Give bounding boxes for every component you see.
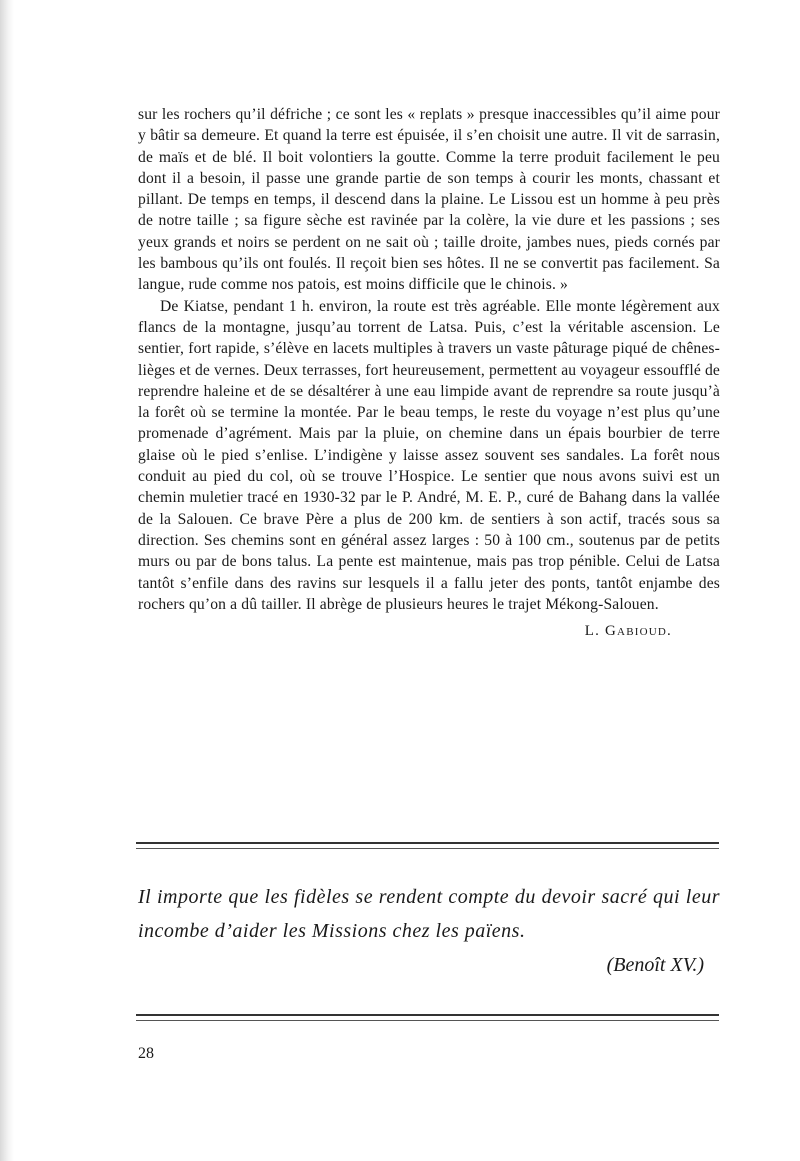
quote-text: Il importe que les fidèles se rendent compte du devoir sacré qui leur incombe d’aider les Missions chez les païens. bbox=[138, 886, 720, 942]
quote-attribution: (Benoît XV.) bbox=[606, 954, 704, 976]
article-body bbox=[138, 104, 720, 640]
divider-bottom bbox=[136, 1014, 719, 1021]
scan-edge-shadow bbox=[0, 0, 14, 1161]
article-paragraph-1: sur les rochers qu’il défriche ; ce sont les « replats » presque inaccessibles qu’il aime pour y bâtir sa demeure. Et quand la terre est épuisée, il s’en choisit une autre. Il vit de sarrasin, de maïs et de blé. Il boit volontiers la goutte. Comme la terre produit facilement le peu dont il a besoin, il passe une grande partie de son temps à courir les monts, chassant et pillant. De temps en temps, il descend dans la plaine. Le Lissou est un homme à peu près de notre taille ; sa figure sèche est ravinée par la colère, la vie dure et les passions ; ses yeux grands et noirs se perdent on ne sait où ; taille droite, jambes nues, pieds cornés par les bambous qu’ils ont foulés. Il reçoit bien ses hôtes. Il ne se convertit pas facilement. Sa langue, rude comme nos patois, est moins difficile que le chinois. » bbox=[138, 106, 720, 294]
article-paragraph-2: De Kiatse, pendant 1 h. environ, la route est très agréable. Elle monte légèrement aux flancs de la montagne, jusqu’au torrent de Latsa. Puis, c’est la véritable ascension. Le sentier, fort rapide, s’élève en lacets multiples à travers un vaste pâturage piqué de chênes-lièges et de vernes. Deux terrasses, fort heureusement, permettent au voyageur essoufflé de reprendre haleine et de se désaltérer à une eau limpide avant de reprendre sa route jusqu’à la forêt où se termine la montée. Par le beau temps, le reste du voyage n’est plus qu’une promenade d’agrément. Mais par la pluie, on chemine dans un épais bourbier de terre glaise où le pied s’enlise. L’indigène y laisse assez souvent ses sandales. La forêt nous conduit au pied du col, où se trouve l’Hospice. Le sentier que nous avons suivi est un chemin muletier tracé en 1930-32 par le P. André, M. E. P., curé de Bahang dans la vallée de la Salouen. Ce brave Père a plus de 200 km. de sentiers à son actif, tracés sous sa direction. Ses chemins sont en général assez larges : 50 à 100 cm., soutenus par de petits murs ou par de bons talus. La pente est maintenue, mais pas trop pénible. Celui de Latsa tantôt s’enfile dans des ravins sur lesquels il a fallu jeter des ponts, tantôt enjambe des rochers qu’on a dû tailler. Il abrège de plusieurs heures le trajet Mékong-Salouen. bbox=[138, 297, 720, 613]
author-signature: L. Gabioud. bbox=[584, 623, 672, 640]
page-number: 28 bbox=[138, 1045, 154, 1062]
divider-top bbox=[136, 842, 719, 849]
quote-block bbox=[138, 880, 720, 977]
